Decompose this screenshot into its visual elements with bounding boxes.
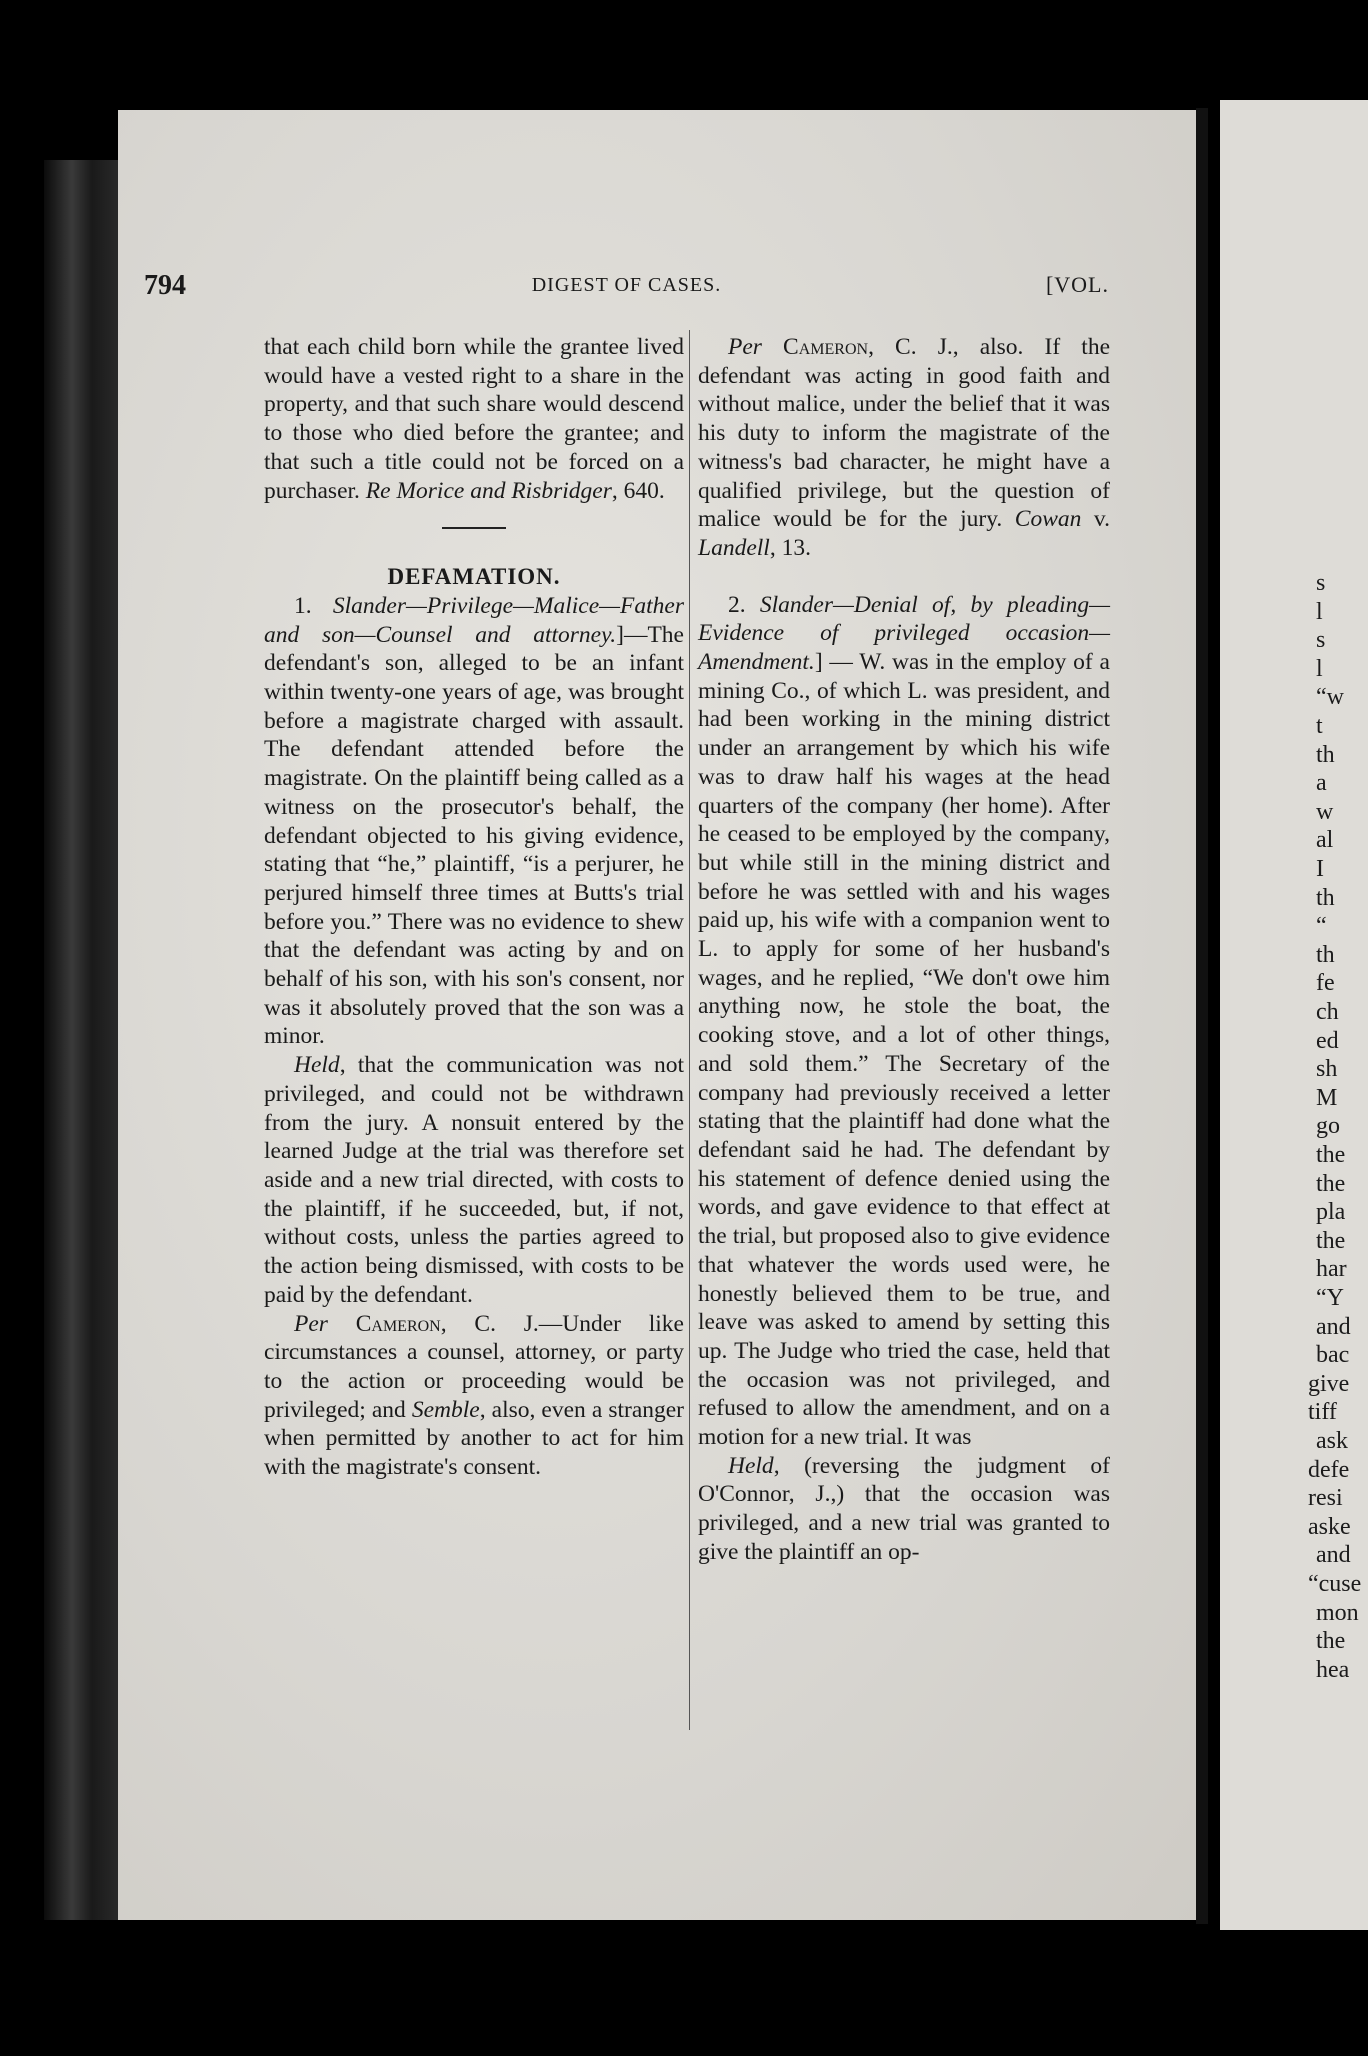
facing-page-text-fragment: tiff — [1308, 1399, 1337, 1426]
facing-page-text-fragment: ask — [1316, 1428, 1348, 1454]
facing-page-text-fragment: the — [1316, 1628, 1346, 1655]
facing-page-text-fragment: ch — [1316, 999, 1339, 1025]
facing-page-text-fragment: fe — [1316, 970, 1335, 997]
facing-page-text-fragment: bac — [1316, 1342, 1350, 1369]
holding-text: , that the communication was not privileged, and could not be withdrawn from the jury. A nonsuit entered by the learned Judge at the trial was therefore set aside and a new trial directed, with costs to the plaintiff, if he succeeded, but, if not, without costs, unless the parties agreed to the action being dismissed, with costs to be paid by the defendant. — [264, 1052, 684, 1308]
facing-page-text-fragment: s — [1316, 570, 1326, 596]
running-head-title: DIGEST OF CASES. — [531, 274, 722, 296]
running-head — [144, 270, 1109, 306]
entry-gap — [698, 563, 1110, 591]
volume-label: [VOL. — [1045, 272, 1109, 297]
section-heading: DEFAMATION. — [387, 564, 561, 590]
facing-page-text-fragment: M — [1316, 1084, 1338, 1111]
dictum-text: , C. J.—Under like circumstances a counsel, attorney, or party to the action or proceeding would be privileged; and — [264, 1310, 684, 1423]
citation-page: , 640. — [611, 477, 665, 504]
case-1-dictum — [264, 1310, 684, 1482]
facing-page-text-fragment: mon — [1316, 1599, 1359, 1626]
facing-page-text-fragment: s — [1316, 627, 1326, 654]
facing-page-edge — [1220, 100, 1368, 1930]
facing-page-text-fragment: l — [1316, 598, 1323, 625]
case-entry-1 — [264, 592, 684, 1051]
facing-page-text-fragment: aske — [1308, 1513, 1351, 1540]
judge-name: Cameron — [355, 1310, 441, 1337]
citation-party: Cowan — [1014, 506, 1082, 533]
judge-name: Cameron — [783, 334, 869, 360]
case-number: 1. — [294, 592, 333, 619]
facing-page-text-fragment: w — [1316, 798, 1334, 825]
case-summary: ]—The defendant's son, alleged to be an infant within twenty-one years of age, was brought before a magistrate charged with assault. The defendant attended before the magistrate. On the plaintiff being called as a witness on the prosecutor's behalf, the defendant objected to his giving evidence, stating that “he,” plaintiff, “is a perjurer, he perjured himself three times at Butts's trial before you.” There was no evidence to shew that the defendant was acting by and on behalf of his son, with his son's consent, nor was it absolutely proved that the son was a minor. — [264, 621, 684, 1050]
facing-page-text-fragment: l — [1316, 655, 1323, 682]
facing-page-text-fragment: “cuse — [1308, 1571, 1362, 1597]
case-keywords: Slander—Privilege—Malice—Father and son—Counsel and attorney. — [264, 592, 684, 648]
facing-page-text-fragment: and — [1316, 1542, 1351, 1569]
facing-page-text-fragment: “w — [1316, 684, 1344, 711]
held-label: Held — [294, 1052, 340, 1079]
case-1-holding — [264, 1051, 684, 1309]
facing-page-text-fragment: hea — [1316, 1656, 1350, 1683]
facing-page-text-fragment: pla — [1316, 1199, 1346, 1226]
facing-page-text-fragment: ed — [1316, 1027, 1339, 1054]
facing-page-text-fragment: har — [1316, 1256, 1347, 1283]
facing-page-text-fragment: the — [1316, 1142, 1346, 1168]
facing-page-text-fragment: th — [1316, 741, 1335, 768]
section-divider — [442, 527, 506, 529]
facing-page-text-fragment: t — [1316, 713, 1323, 739]
page-gutter-shadow — [1196, 108, 1208, 1924]
case-citation: Re Morice and Risbridger — [365, 477, 612, 504]
case-entry-2 — [698, 591, 1110, 1452]
case-keywords: Slander—Denial of, by pleading—Evidence of privileged occasion—Amendment. — [698, 591, 1110, 676]
facing-page-text-fragment: resi — [1308, 1485, 1343, 1512]
per-label: Per — [728, 334, 762, 360]
case-2-holding — [698, 1452, 1110, 1567]
left-column — [264, 333, 684, 1482]
facing-page-text-fragment: a — [1316, 770, 1327, 797]
facing-page-text-fragment: I — [1316, 856, 1324, 882]
facing-page-text-fragment: go — [1316, 1113, 1340, 1140]
facing-page-text-fragment: sh — [1316, 1056, 1338, 1083]
facing-page-text-fragment: the — [1316, 1227, 1346, 1254]
case-number: 2. — [728, 591, 760, 618]
facing-page-text-fragment: “Y — [1316, 1285, 1344, 1311]
per-label: Per — [294, 1310, 328, 1337]
dictum-text-cont: , also, even a stranger when permitted by another to act for him with the magistrate's consent. — [264, 1396, 684, 1481]
facing-page-text-fragment: al — [1316, 827, 1334, 854]
book-spine-shadow — [44, 160, 124, 1920]
citation-party: Landell — [698, 534, 770, 561]
facing-page-text-fragment: defe — [1308, 1456, 1350, 1483]
facing-page-text-fragment: th — [1316, 941, 1335, 968]
facing-page-text-fragment: and — [1316, 1313, 1351, 1340]
citation-versus: v. — [1081, 506, 1110, 533]
citation-page: , 13. — [769, 534, 811, 561]
continued-entry — [264, 333, 684, 505]
semble-label: Semble — [411, 1396, 480, 1423]
facing-page-text-fragment: the — [1316, 1170, 1346, 1197]
facing-page-text-fragment: th — [1316, 884, 1335, 911]
case-1-dictum-cont — [698, 333, 1110, 563]
holding-text: , (reversing the judgment of O'Connor, J.,) that the occasion was privileged, and a new trial was granted to give the plaintiff an op- — [698, 1452, 1110, 1565]
held-label: Held — [728, 1452, 774, 1479]
page-number: 794 — [144, 270, 186, 301]
continued-entry-text: that each child born while the grantee lived would have a vested right to a share in the property, and that such share would descend to those who died before the grantee; and that such a title could not be forced on a purchaser. — [264, 334, 684, 504]
facing-page-text-fragment: give — [1308, 1370, 1350, 1397]
right-column — [698, 333, 1110, 1567]
dictum-text: , C. J., also. If the defendant was acting in good faith and without malice, under the belief that it was his duty to inform the magistrate of the witness's bad character, he might have a qualified privilege, but the question of malice would be for the jury. — [698, 334, 1110, 533]
column-rule — [689, 330, 690, 1730]
case-summary: ] — W. was in the employ of a mining Co., of which L. was president, and had been working in the mining district under an arrangement by which his wife was to draw half his wages at the head quarters of the company (her home). After he ceased to be employed by the company, but while still in the mining district and before he was settled with and his wages paid up, his wife with a companion went to L. to apply for some of her husband's wages, and he replied, “We don't owe him anything now, he stole the boat, the cooking stove, and a lot of other things, and sold them.” The Secretary of the company had previously received a letter stating that the plaintiff had done what the defendant said he had. The defendant by his statement of defence denied using the words, and gave evidence to that effect at the trial, but proposed also to give evidence that whatever the words used were, he honestly believed them to be true, and leave was asked to amend by setting this up. The Judge who tried the case, held that the occasion was not privileged, and refused to allow the amendment, and on a motion for a new trial. It was — [698, 649, 1110, 1451]
facing-page-text-fragment: “ — [1316, 913, 1327, 940]
